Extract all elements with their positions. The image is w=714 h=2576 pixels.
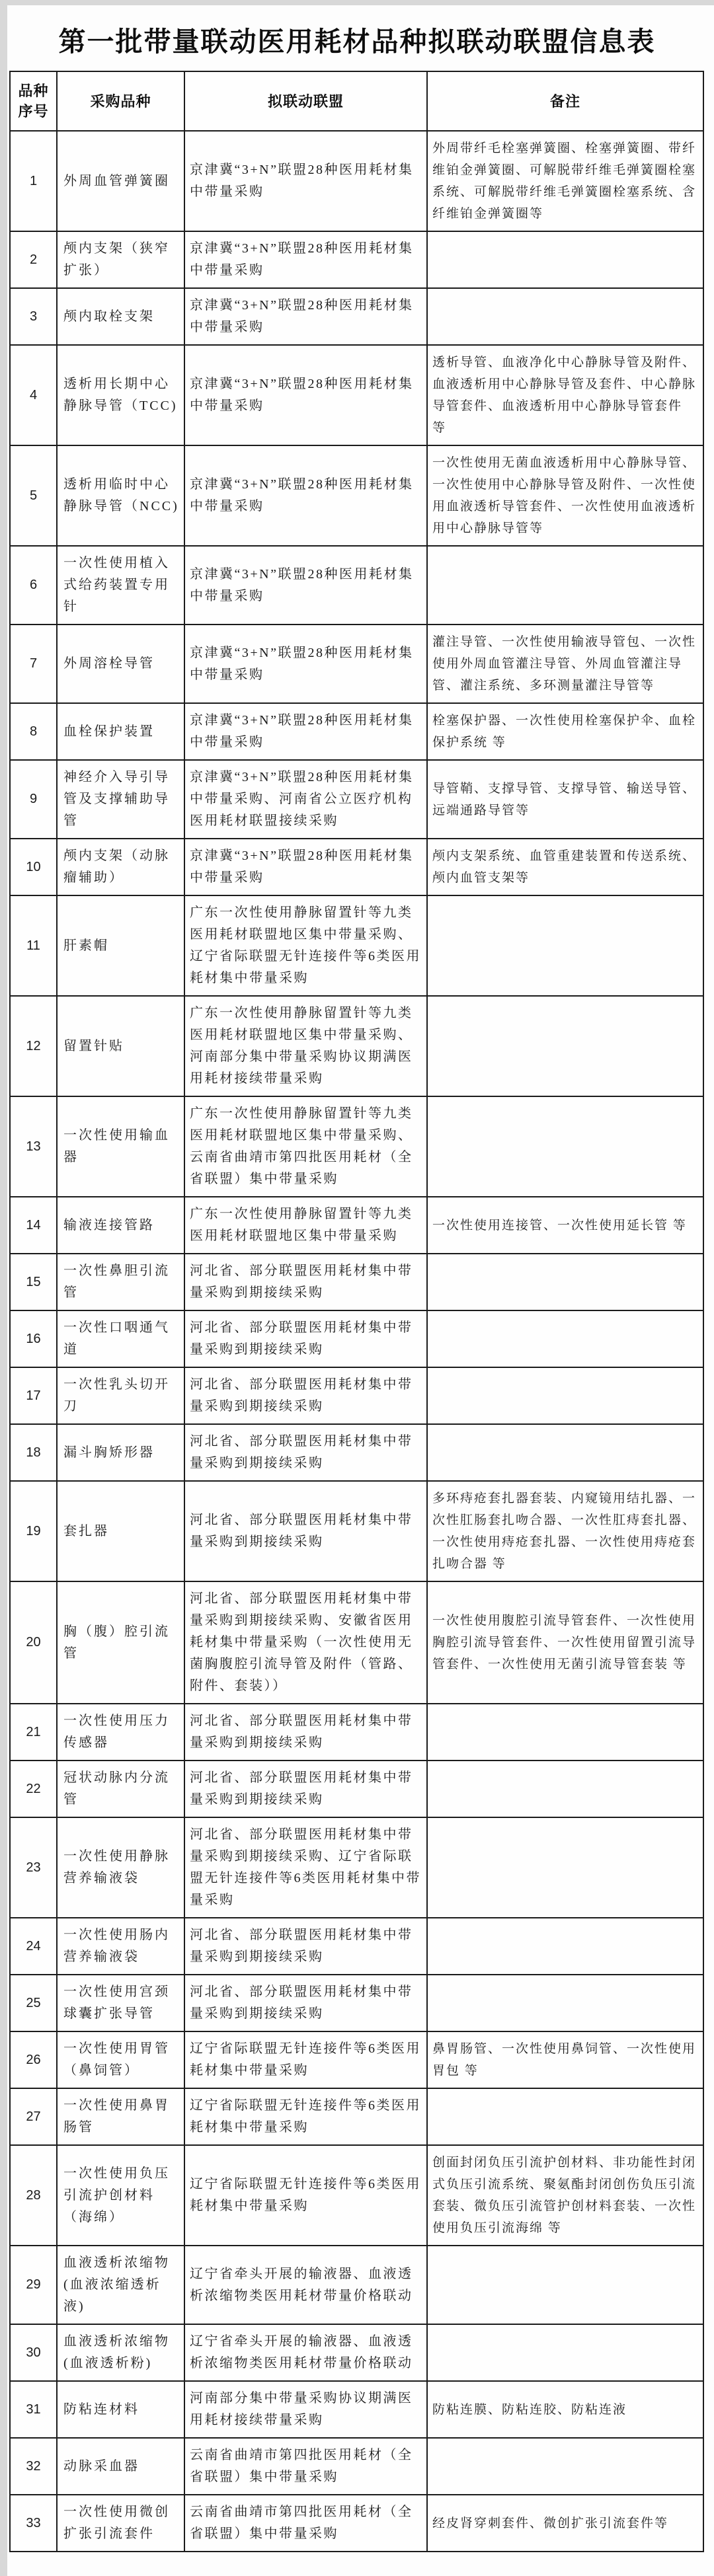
row-procurement-variety: 一次性使用胃管（鼻饲管） xyxy=(57,2031,184,2088)
row-variety-no: 25 xyxy=(10,1975,57,2031)
table-row xyxy=(10,546,703,625)
row-variety-no: 30 xyxy=(10,2324,57,2381)
row-proposed-alliance: 京津冀“3+N”联盟28种医用耗材集中带量采购 xyxy=(184,288,427,345)
row-procurement-variety: 一次性使用负压引流护创材料（海绵） xyxy=(57,2145,184,2246)
row-remarks: 防粘连膜、防粘连胶、防粘连液 xyxy=(427,2381,703,2438)
row-proposed-alliance: 河北省、部分联盟医用耗材集中带量采购到期接续采购 xyxy=(184,1424,427,1481)
row-proposed-alliance: 河北省、部分联盟医用耗材集中带量采购到期接续采购 xyxy=(184,1310,427,1367)
row-proposed-alliance: 辽宁省牵头开展的输液器、血液透析浓缩物类医用耗材带量价格联动 xyxy=(184,2246,427,2324)
row-procurement-variety: 一次性口咽通气道 xyxy=(57,1310,184,1367)
table-row xyxy=(10,131,703,231)
row-remarks xyxy=(427,1424,703,1481)
row-procurement-variety: 肝素帽 xyxy=(57,895,184,996)
row-remarks: 鼻胃肠管、一次性使用鼻饲管、一次性使用胃包 等 xyxy=(427,2031,703,2088)
row-procurement-variety: 漏斗胸矫形器 xyxy=(57,1424,184,1481)
row-variety-no: 23 xyxy=(10,1817,57,1918)
row-remarks: 透析导管、血液净化中心静脉导管及附件、血液透析用中心静脉导管及套件、中心静脉导管套件、血液透析用中心静脉导管套件 等 xyxy=(427,345,703,445)
row-variety-no: 28 xyxy=(10,2145,57,2246)
row-remarks: 多环痔疮套扎器套装、内窥镜用结扎器、一次性肛肠套扎吻合器、一次性肛痔套扎器、一次性使用痔疮套扎器、一次性使用痔疮套扎吻合器 等 xyxy=(427,1481,703,1581)
row-remarks: 灌注导管、一次性使用输液导管包、一次性使用外周血管灌注导管、外周血管灌注导管、灌注系统、多环测量灌注导管等 xyxy=(427,625,703,703)
row-remarks xyxy=(427,1817,703,1918)
header-variety-no: 品种序号 xyxy=(10,71,57,131)
row-proposed-alliance: 云南省曲靖市第四批医用耗材（全省联盟）集中带量采购 xyxy=(184,2438,427,2495)
row-procurement-variety: 一次性使用静脉营养输液袋 xyxy=(57,1817,184,1918)
row-remarks: 栓塞保护器、一次性使用栓塞保护伞、血栓保护系统 等 xyxy=(427,703,703,760)
row-remarks: 创面封闭负压引流护创材料、非功能性封闭式负压引流系统、聚氨酯封闭创伤负压引流套装、微负压引流管护创材料套装、一次性使用负压引流海绵 等 xyxy=(427,2145,703,2246)
row-variety-no: 29 xyxy=(10,2246,57,2324)
row-procurement-variety: 动脉采血器 xyxy=(57,2438,184,2495)
header-proposed-alliance: 拟联动联盟 xyxy=(184,71,427,131)
table-row xyxy=(10,2495,703,2552)
row-procurement-variety: 外周溶栓导管 xyxy=(57,625,184,703)
row-procurement-variety: 一次性使用微创扩张引流套件 xyxy=(57,2495,184,2552)
table-row xyxy=(10,2031,703,2088)
table-row xyxy=(10,1367,703,1424)
row-variety-no: 9 xyxy=(10,760,57,839)
table-row xyxy=(10,1254,703,1310)
table-row xyxy=(10,1197,703,1254)
row-remarks xyxy=(427,546,703,625)
table-row xyxy=(10,839,703,895)
row-proposed-alliance: 河北省、部分联盟医用耗材集中带量采购到期接续采购 xyxy=(184,1761,427,1817)
row-proposed-alliance: 河北省、部分联盟医用耗材集中带量采购到期接续采购、安徽省医用耗材集中带量采购（一次性使用无菌胸腹腔引流导管及附件（管路、附件、套装）） xyxy=(184,1581,427,1704)
table-row xyxy=(10,996,703,1096)
row-remarks xyxy=(427,231,703,288)
row-proposed-alliance: 河北省、部分联盟医用耗材集中带量采购到期接续采购 xyxy=(184,1367,427,1424)
row-procurement-variety: 一次性使用肠内营养输液袋 xyxy=(57,1918,184,1975)
table-row xyxy=(10,1481,703,1581)
table-row xyxy=(10,1581,703,1704)
row-procurement-variety: 一次性使用输血器 xyxy=(57,1096,184,1197)
table-row xyxy=(10,1918,703,1975)
row-remarks xyxy=(427,1761,703,1817)
table-row xyxy=(10,760,703,839)
row-remarks: 一次性使用无菌血液透析用中心静脉导管、一次性使用中心静脉导管及附件、一次性使用血液透析导管套件、一次性使用血液透析用中心静脉导管等 xyxy=(427,445,703,546)
row-proposed-alliance: 广东一次性使用静脉留置针等九类医用耗材联盟地区集中带量采购、辽宁省际联盟无针连接件等6类医用耗材集中带量采购 xyxy=(184,895,427,996)
row-proposed-alliance: 河北省、部分联盟医用耗材集中带量采购到期接续采购 xyxy=(184,1918,427,1975)
row-procurement-variety: 颅内取栓支架 xyxy=(57,288,184,345)
row-remarks: 外周带纤毛栓塞弹簧圈、栓塞弹簧圈、带纤维铂金弹簧圈、可解脱带纤维毛弹簧圈栓塞系统、可解脱带纤维毛弹簧圈栓塞系统、含纤维铂金弹簧圈等 xyxy=(427,131,703,231)
row-variety-no: 20 xyxy=(10,1581,57,1704)
row-procurement-variety: 冠状动脉内分流管 xyxy=(57,1761,184,1817)
row-remarks xyxy=(427,996,703,1096)
row-remarks: 经皮肾穿刺套件、微创扩张引流套件等 xyxy=(427,2495,703,2552)
page-title: 第一批带量联动医用耗材品种拟联动联盟信息表 xyxy=(58,26,656,57)
row-procurement-variety: 一次性使用宫颈球囊扩张导管 xyxy=(57,1975,184,2031)
row-procurement-variety: 透析用长期中心静脉导管（TCC) xyxy=(57,345,184,445)
table-row xyxy=(10,445,703,546)
row-variety-no: 5 xyxy=(10,445,57,546)
row-variety-no: 1 xyxy=(10,131,57,231)
table-row xyxy=(10,1761,703,1817)
row-variety-no: 6 xyxy=(10,546,57,625)
row-proposed-alliance: 广东一次性使用静脉留置针等九类医用耗材联盟地区集中带量采购 xyxy=(184,1197,427,1254)
row-variety-no: 24 xyxy=(10,1918,57,1975)
row-proposed-alliance: 河南部分集中带量采购协议期满医用耗材接续带量采购 xyxy=(184,2381,427,2438)
row-proposed-alliance: 京津冀“3+N”联盟28种医用耗材集中带量采购 xyxy=(184,839,427,895)
row-proposed-alliance: 广东一次性使用静脉留置针等九类医用耗材联盟地区集中带量采购、云南省曲靖市第四批医用耗材（全省联盟）集中带量采购 xyxy=(184,1096,427,1197)
table-row xyxy=(10,1096,703,1197)
row-remarks xyxy=(427,1975,703,2031)
row-proposed-alliance: 京津冀“3+N”联盟28种医用耗材集中带量采购 xyxy=(184,625,427,703)
row-variety-no: 12 xyxy=(10,996,57,1096)
row-variety-no: 10 xyxy=(10,839,57,895)
row-procurement-variety: 颅内支架（动脉瘤辅助） xyxy=(57,839,184,895)
row-remarks xyxy=(427,2438,703,2495)
row-variety-no: 33 xyxy=(10,2495,57,2552)
row-variety-no: 8 xyxy=(10,703,57,760)
row-procurement-variety: 胸（腹）腔引流管 xyxy=(57,1581,184,1704)
header-row xyxy=(10,71,703,131)
row-remarks: 导管鞘、支撑导管、支撑导管、输送导管、远端通路导管等 xyxy=(427,760,703,839)
row-procurement-variety: 血液透析浓缩物(血液浓缩透析液) xyxy=(57,2246,184,2324)
row-proposed-alliance: 京津冀“3+N”联盟28种医用耗材集中带量采购、河南省公立医疗机构医用耗材联盟接续采购 xyxy=(184,760,427,839)
row-proposed-alliance: 河北省、部分联盟医用耗材集中带量采购到期接续采购 xyxy=(184,1481,427,1581)
row-remarks xyxy=(427,2088,703,2145)
row-variety-no: 31 xyxy=(10,2381,57,2438)
row-remarks xyxy=(427,1918,703,1975)
row-procurement-variety: 一次性使用植入式给药装置专用针 xyxy=(57,546,184,625)
row-proposed-alliance: 辽宁省际联盟无针连接件等6类医用耗材集中带量采购 xyxy=(184,2145,427,2246)
table-row xyxy=(10,231,703,288)
row-variety-no: 4 xyxy=(10,345,57,445)
row-variety-no: 15 xyxy=(10,1254,57,1310)
row-proposed-alliance: 京津冀“3+N”联盟28种医用耗材集中带量采购 xyxy=(184,546,427,625)
row-procurement-variety: 留置针贴 xyxy=(57,996,184,1096)
row-procurement-variety: 一次性鼻胆引流管 xyxy=(57,1254,184,1310)
row-variety-no: 19 xyxy=(10,1481,57,1581)
table-row xyxy=(10,2324,703,2381)
table-row xyxy=(10,2381,703,2438)
row-variety-no: 22 xyxy=(10,1761,57,1817)
row-proposed-alliance: 京津冀“3+N”联盟28种医用耗材集中带量采购 xyxy=(184,345,427,445)
row-procurement-variety: 神经介入导引导管及支撑辅助导管 xyxy=(57,760,184,839)
table-row xyxy=(10,1704,703,1761)
row-procurement-variety: 套扎器 xyxy=(57,1481,184,1581)
row-variety-no: 13 xyxy=(10,1096,57,1197)
row-variety-no: 11 xyxy=(10,895,57,996)
table-row xyxy=(10,625,703,703)
table-body xyxy=(10,131,703,2552)
row-procurement-variety: 颅内支架（狭窄扩张） xyxy=(57,231,184,288)
table-row xyxy=(10,2145,703,2246)
row-variety-no: 7 xyxy=(10,625,57,703)
row-remarks: 颅内支架系统、血管重建装置和传送系统、颅内血管支架等 xyxy=(427,839,703,895)
row-procurement-variety: 防粘连材料 xyxy=(57,2381,184,2438)
row-procurement-variety: 血栓保护装置 xyxy=(57,703,184,760)
row-proposed-alliance: 河北省、部分联盟医用耗材集中带量采购到期接续采购 xyxy=(184,1254,427,1310)
alliance-info-table xyxy=(9,71,704,2552)
row-procurement-variety: 一次性使用压力传感器 xyxy=(57,1704,184,1761)
row-proposed-alliance: 河北省、部分联盟医用耗材集中带量采购到期接续采购、辽宁省际联盟无针连接件等6类医用耗材集中带量采购 xyxy=(184,1817,427,1918)
row-proposed-alliance: 京津冀“3+N”联盟28种医用耗材集中带量采购 xyxy=(184,703,427,760)
row-remarks xyxy=(427,1704,703,1761)
row-remarks xyxy=(427,1367,703,1424)
table-row xyxy=(10,703,703,760)
row-remarks: 一次性使用连接管、一次性使用延长管 等 xyxy=(427,1197,703,1254)
row-procurement-variety: 外周血管弹簧圈 xyxy=(57,131,184,231)
header-procurement-variety: 采购品种 xyxy=(57,71,184,131)
table-row xyxy=(10,1424,703,1481)
row-remarks: 一次性使用腹腔引流导管套件、一次性使用胸腔引流导管套件、一次性使用留置引流导管套件、一次性使用无菌引流导管套装 等 xyxy=(427,1581,703,1704)
row-variety-no: 17 xyxy=(10,1367,57,1424)
table-row xyxy=(10,2088,703,2145)
row-remarks xyxy=(427,288,703,345)
table-row xyxy=(10,895,703,996)
table-row xyxy=(10,1310,703,1367)
row-proposed-alliance: 京津冀“3+N”联盟28种医用耗材集中带量采购 xyxy=(184,231,427,288)
row-variety-no: 16 xyxy=(10,1310,57,1367)
row-proposed-alliance: 河北省、部分联盟医用耗材集中带量采购到期接续采购 xyxy=(184,1975,427,2031)
table-row xyxy=(10,2246,703,2324)
row-remarks xyxy=(427,1310,703,1367)
table-row xyxy=(10,1817,703,1918)
row-proposed-alliance: 辽宁省际联盟无针连接件等6类医用耗材集中带量采购 xyxy=(184,2031,427,2088)
row-procurement-variety: 一次性使用鼻胃肠管 xyxy=(57,2088,184,2145)
row-procurement-variety: 一次性乳头切开刀 xyxy=(57,1367,184,1424)
row-proposed-alliance: 辽宁省际联盟无针连接件等6类医用耗材集中带量采购 xyxy=(184,2088,427,2145)
row-proposed-alliance: 京津冀“3+N”联盟28种医用耗材集中带量采购 xyxy=(184,131,427,231)
row-variety-no: 27 xyxy=(10,2088,57,2145)
row-remarks xyxy=(427,2246,703,2324)
row-remarks xyxy=(427,895,703,996)
row-variety-no: 26 xyxy=(10,2031,57,2088)
row-remarks xyxy=(427,1096,703,1197)
table-row xyxy=(10,1975,703,2031)
row-remarks xyxy=(427,1254,703,1310)
row-proposed-alliance: 云南省曲靖市第四批医用耗材（全省联盟）集中带量采购 xyxy=(184,2495,427,2552)
row-variety-no: 18 xyxy=(10,1424,57,1481)
row-variety-no: 2 xyxy=(10,231,57,288)
row-variety-no: 3 xyxy=(10,288,57,345)
row-variety-no: 32 xyxy=(10,2438,57,2495)
table-row xyxy=(10,288,703,345)
row-proposed-alliance: 京津冀“3+N”联盟28种医用耗材集中带量采购 xyxy=(184,445,427,546)
header-remarks: 备注 xyxy=(427,71,703,131)
row-remarks xyxy=(427,2324,703,2381)
row-proposed-alliance: 河北省、部分联盟医用耗材集中带量采购到期接续采购 xyxy=(184,1704,427,1761)
row-procurement-variety: 输液连接管路 xyxy=(57,1197,184,1254)
row-variety-no: 21 xyxy=(10,1704,57,1761)
row-variety-no: 14 xyxy=(10,1197,57,1254)
table-row xyxy=(10,2438,703,2495)
row-procurement-variety: 血液透析浓缩物(血液透析粉) xyxy=(57,2324,184,2381)
row-procurement-variety: 透析用临时中心静脉导管（NCC) xyxy=(57,445,184,546)
row-proposed-alliance: 广东一次性使用静脉留置针等九类医用耗材联盟地区集中带量采购、河南部分集中带量采购协议期满医用耗材接续带量采购 xyxy=(184,996,427,1096)
row-proposed-alliance: 辽宁省牵头开展的输液器、血液透析浓缩物类医用耗材带量价格联动 xyxy=(184,2324,427,2381)
table-row xyxy=(10,345,703,445)
